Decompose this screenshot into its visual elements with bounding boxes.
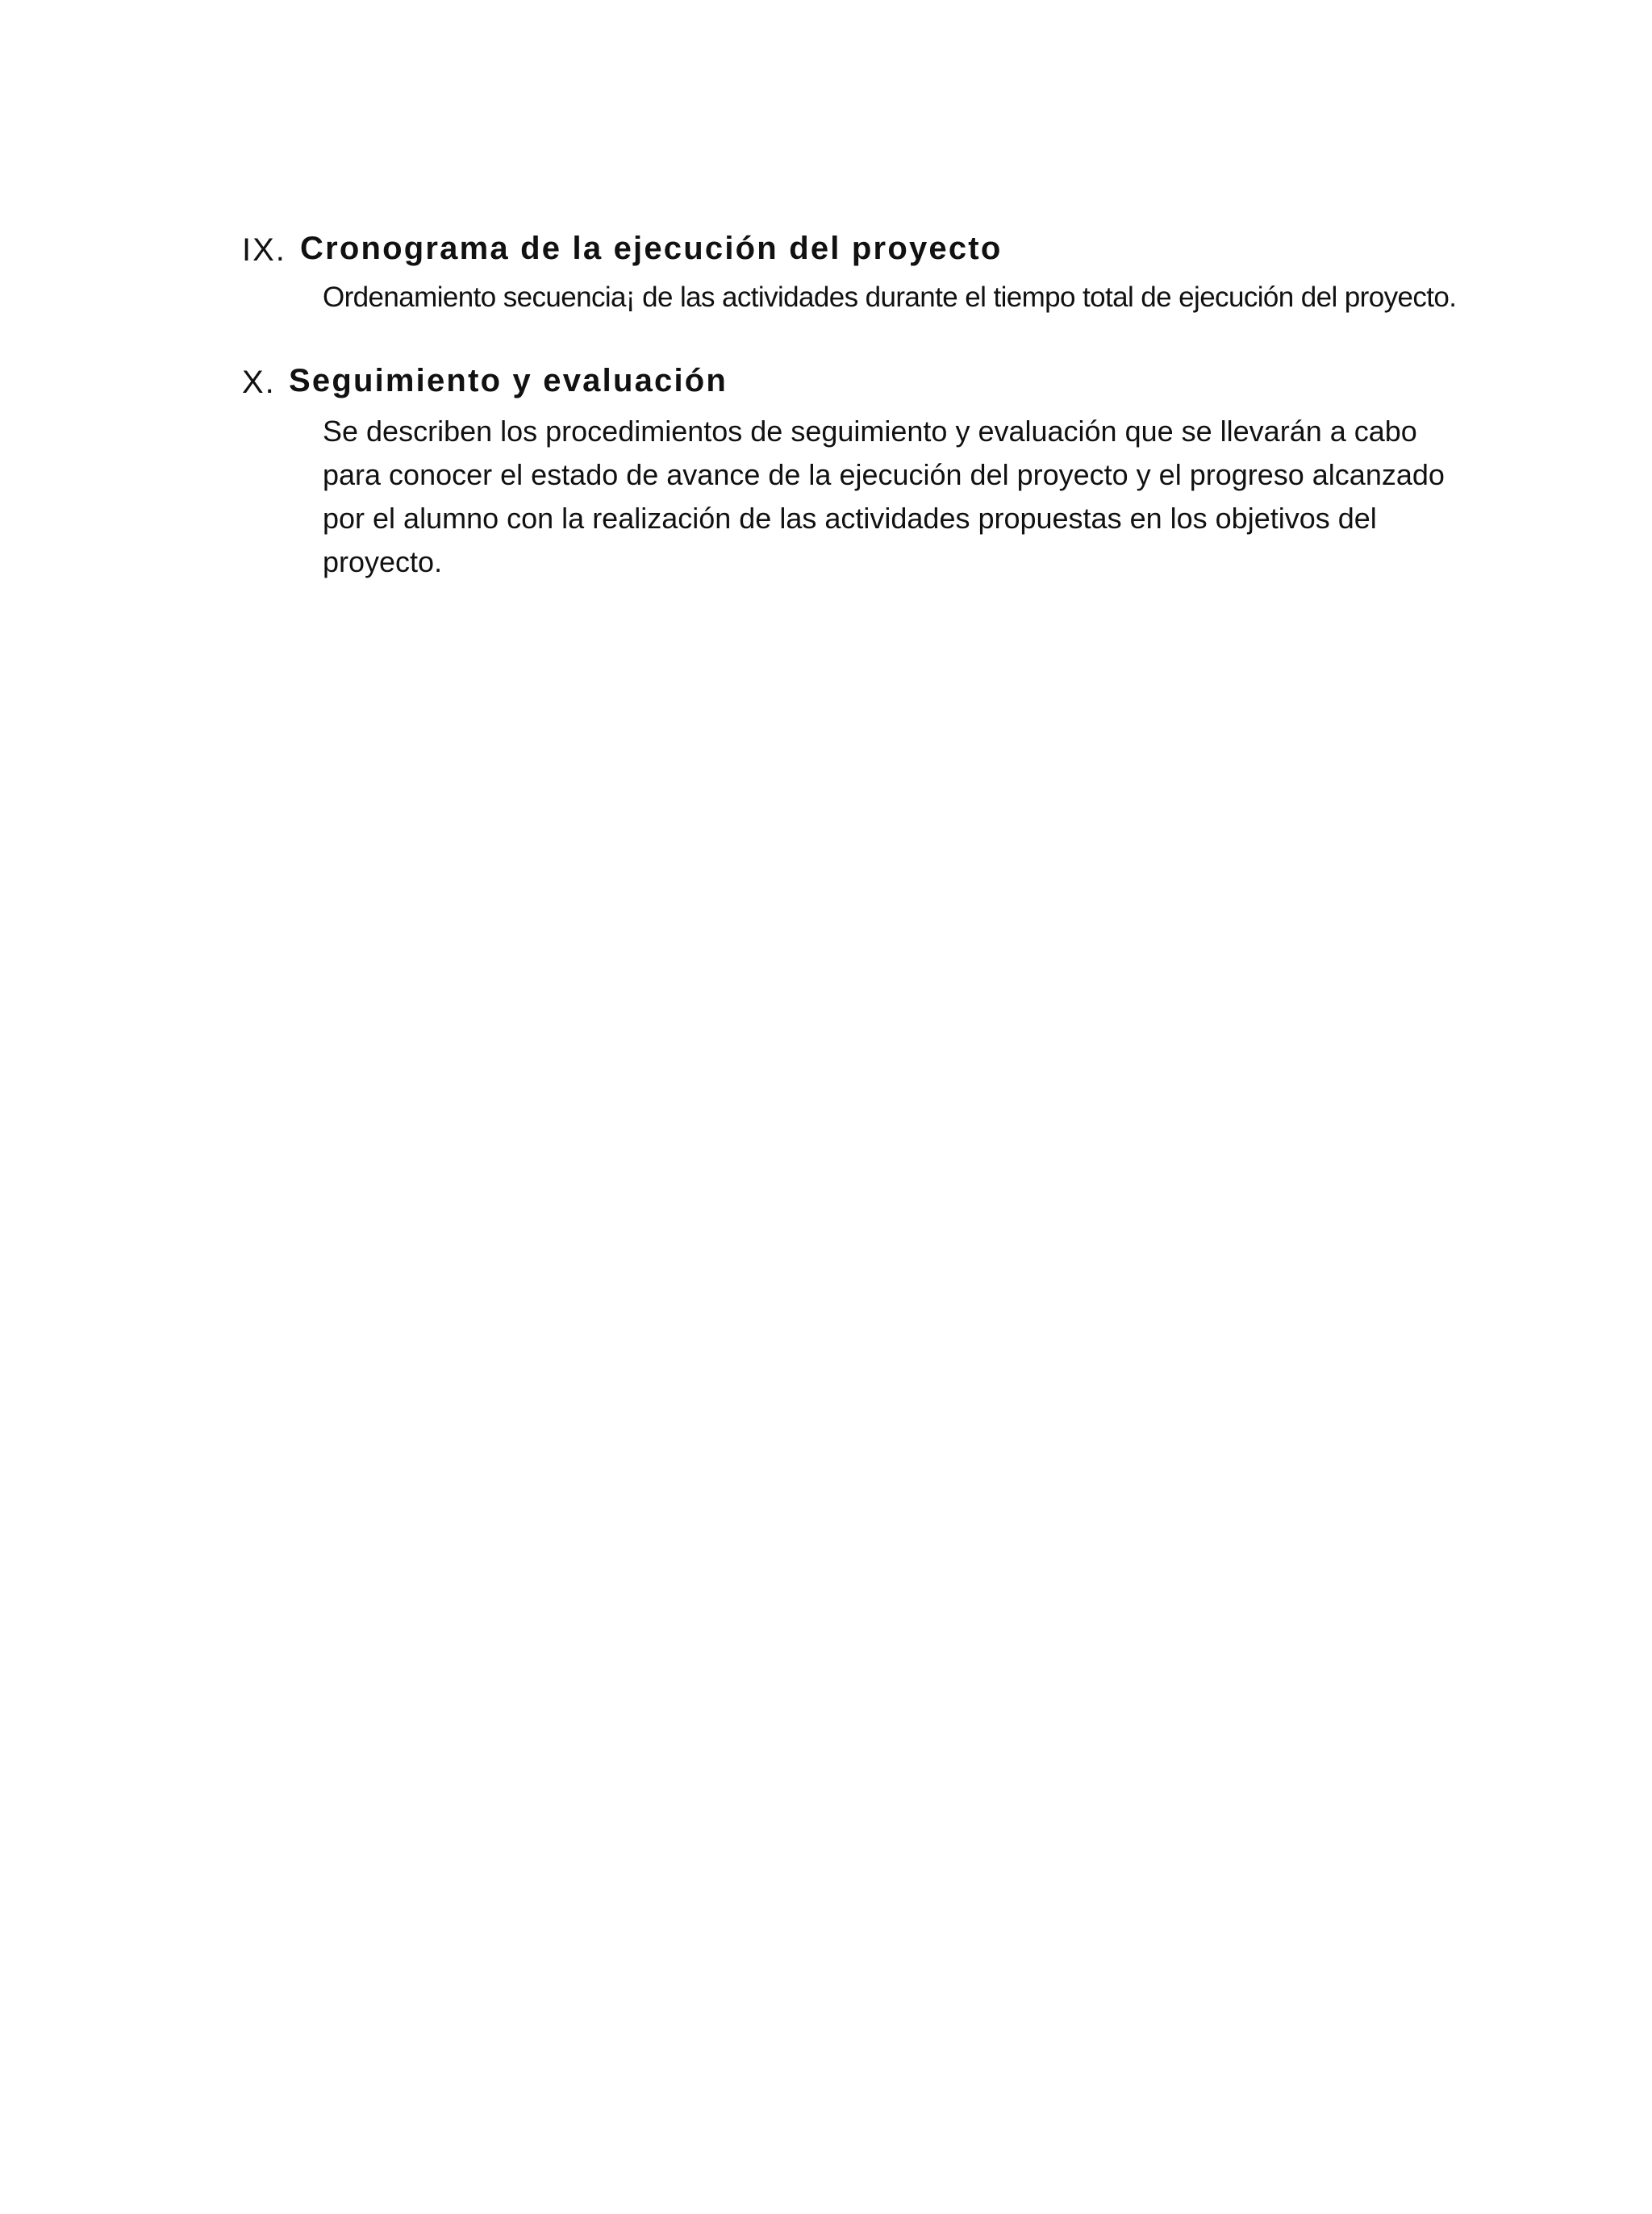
section-heading (242, 360, 1452, 411)
section-numeral: IX. (242, 232, 286, 268)
section-title: Cronograma de la ejecución del proyecto (300, 231, 1003, 266)
section-body: Ordenamiento secuencia¡ de las actividades durante el tiempo total de ejecución del proyecto. (323, 281, 1457, 313)
section-title: Seguimiento y evaluación (289, 363, 728, 398)
section-cronograma (242, 227, 1457, 319)
section-body: Se describen los procedimientos de seguimiento y evaluación que se llevarán a cabo para conocer el estado de avance de la ejecución del proyecto y el progreso alcanzado por el alumno con la realización de las actividades propuestas en los objetivos del proyecto. (323, 415, 1445, 578)
section-heading (242, 227, 1452, 279)
section-seguimiento (242, 360, 1452, 584)
section-numeral: X. (242, 365, 276, 400)
